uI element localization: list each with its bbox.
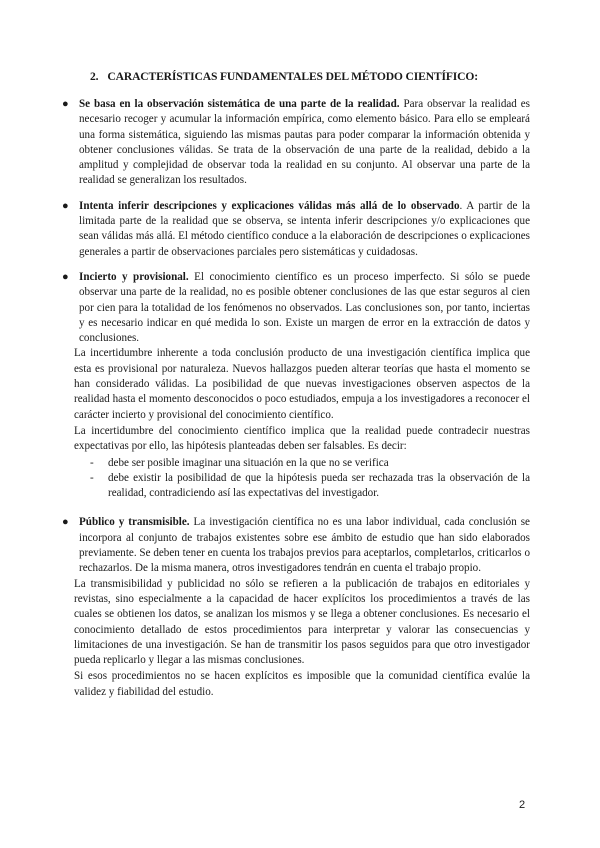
- dash-list-item: [90, 456, 530, 471]
- bullet-item-observacion: [62, 97, 530, 189]
- bullet-bold-lead: Se basa en la observación sistemática de una parte de la realidad.: [79, 98, 400, 110]
- dash-list-item: [90, 471, 530, 502]
- bullet-text: Para observar la realidad es necesario recoger y acumular la información empírica, como elemento básico. Para ello se empleará una forma sistemática, siguiendo las mismas pautas para poder comparar la información obtenida y obtener conclusiones válidas. Se trata de la observación de una parte de la realidad, debido a la amplitud y complejidad de observar toda la realidad en su conjunto. Al observar una parte de la realidad se generalizan los resultados.: [79, 98, 530, 187]
- bullet-item-inferir: [62, 199, 530, 260]
- page-number: 2: [519, 799, 526, 811]
- dash-item-text: debe ser posible imaginar una situación en la que no se verifica: [108, 456, 389, 469]
- body-paragraph: La transmisibilidad y publicidad no sólo se refieren a la publicación de trabajos en editoriales y revistas, sino especialmente a la capacidad de hacer explícitos los procedimientos a través de las cuales se obtienen los datos, se analizan los mismos y se llega a obtener conclusiones. Es necesario el conocimiento detallado de estos procedimientos para interpretar y valorar las consecuencias y limitaciones de una investigación. Se han de transmitir los pasos seguidos para que otro investigador pueda replicarlo y llegar a las mismas conclusiones.: [74, 577, 530, 667]
- bullet-icon: ●: [62, 270, 69, 283]
- document-body: [62, 97, 530, 701]
- bullet-bold-lead: Público y transmisible.: [79, 516, 190, 529]
- bullet-paragraph: [79, 270, 530, 346]
- dash-icon: -: [90, 471, 94, 484]
- bullet-paragraph: [79, 199, 530, 260]
- section-title: CARACTERÍSTICAS FUNDAMENTALES DEL MÉTODO CIENTÍFICO:: [107, 70, 478, 83]
- bullet-bold-lead: Intenta inferir descripciones y explicaciones válidas más allá de lo observado: [79, 199, 460, 212]
- bullet-icon: ●: [62, 516, 69, 529]
- body-paragraph: Si esos procedimientos no se hacen explícitos es imposible que la comunidad científica evalúe la validez y fiabilidad del estudio.: [74, 670, 530, 698]
- bullet-item-publico: [62, 515, 530, 576]
- bullet-paragraph: [79, 97, 530, 189]
- dash-list: [90, 456, 530, 502]
- dash-icon: -: [90, 456, 94, 469]
- section-number: 2.: [90, 70, 99, 83]
- dash-item-text: debe existir la posibilidad de que la hipótesis pueda ser rechazada tras la observación de la realidad, contradiciendo así las expectativas del investigador.: [108, 471, 530, 500]
- spacer: [62, 501, 530, 515]
- bullet-text: El conocimiento científico es un proceso imperfecto. Si sólo se puede observar una parte de la realidad, no es posible obtener conclusiones de las que estar seguros al cien por cien para la totalidad de los fenómenos no observados. Las conclusiones son, por tanto, inciertas y es necesario indicar en qué medida lo son. Existe un margen de error en la extracción de datos y conclusiones.: [79, 270, 530, 345]
- body-paragraph: La incertidumbre inherente a toda conclusión producto de una investigación científica implica que esta es provisional por naturaleza. Nuevos hallazgos pueden alterar teorías que hasta el momento se han considerado válidas. La posibilidad de que nuevas investigaciones observen aspectos de la realidad hasta el momento desconocidos o poco estudiados, empuja a los investigadores a reconocer el carácter incierto y provisional del conocimiento científico.: [74, 347, 530, 421]
- bullet-icon: ●: [62, 98, 69, 110]
- bullet-icon: ●: [62, 199, 69, 212]
- bullet-text: La investigación científica no es una labor individual, cada conclusión se incorpora al conjunto de trabajos existentes sobre ese ámbito de estudio que han sido elaborados previamente. Se deben tener en cuenta los trabajos previos para aceptarlos, completarlos, criticarlos o rechazarlos. De la misma manera, otros investigadores tendrán en cuenta el trabajo propio.: [79, 516, 530, 575]
- bullet-bold-lead: Incierto y provisional.: [79, 270, 189, 283]
- bullet-paragraph: [79, 515, 530, 576]
- body-paragraph: La incertidumbre del conocimiento científico implica que la realidad puede contradecir nuestras expectativas por ello, las hipótesis planteadas deben ser falsables. Es decir:: [74, 424, 530, 453]
- bullet-text: . A partir de la limitada parte de la realidad que se observa, se intenta inferir descripciones y/o explicaciones que sean válidas más allá. El método científico conduce a la elaboración de descripciones o explicaciones generales a partir de observaciones parciales pero sistemáticas y cuidadosas.: [79, 199, 531, 258]
- bullet-item-incierto: [62, 270, 530, 346]
- section-heading: [90, 70, 530, 83]
